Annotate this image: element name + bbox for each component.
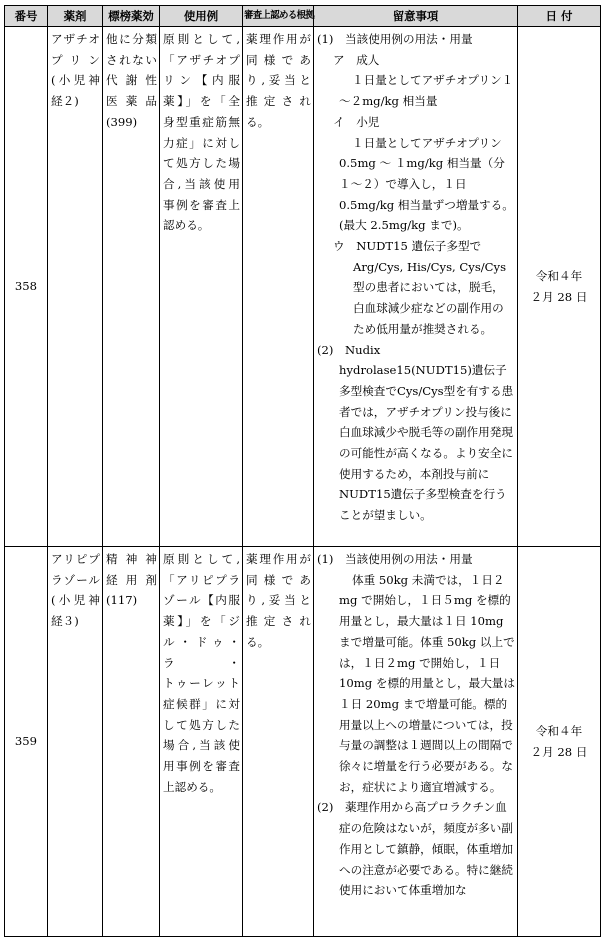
date-cell: [518, 547, 601, 937]
row-number: 358: [5, 27, 48, 547]
drug-name-line: 経３): [51, 614, 79, 629]
usage-line: 薬】」を「全: [163, 94, 240, 109]
usage-line: 「アザチオプ: [163, 52, 240, 67]
usage-line: 用事例を審査: [163, 759, 240, 774]
notes-dosage-body: 体重 50kg 未満では，１日２mg で開始し，１日５mg を標的用量とし，最大量は１日 10mg まで増量可能。体重 50kg 以上では，１日２mg で開始し，１日 10mg を標的用量とし，最大量は１日 20mg まで増量可能。標的用量以上への増量については，投与量の調整は１週間以上の間隔で徐々に増量を行う必要がある。なお，症状により適宜増減する。: [339, 572, 515, 794]
usage-line: トゥーレット: [163, 676, 240, 691]
usage-line: ル・ドゥ・ラ・: [163, 634, 240, 670]
header-drug: 薬剤: [48, 6, 103, 27]
notes-heading-1: (1) 当該使用例の用法・用量: [317, 32, 473, 46]
usage-cell: [160, 547, 243, 937]
usage-line: 「アリピプラ: [163, 572, 240, 587]
usage-line: 力症」に対し: [163, 135, 240, 150]
category-cell: [103, 27, 160, 547]
review-line: 薬理作用が: [246, 552, 311, 566]
notes-adult-dosage: １日量としてアザチオプリン１～２mg/kg 相当量: [339, 73, 514, 109]
review-cell: [243, 547, 314, 937]
review-line: 同様であ: [246, 52, 311, 67]
category-line: (117): [106, 593, 138, 608]
review-cell: [243, 27, 314, 547]
date-line: 令和４年: [535, 723, 583, 738]
date-line: ２月 28 日: [530, 744, 588, 759]
drug-name-line: プリン: [51, 52, 100, 67]
notes-child-dosage: １日量としてアザチオプリン 0.5mg ～ １mg/kg 相当量（分１～２）で導入し，１日 0.5mg/kg 相当量ずつ増量する。(最大 2.5mg/kg まで)。: [339, 135, 514, 233]
usage-line: ゾール【内服: [163, 593, 240, 608]
date-cell: [518, 27, 601, 547]
header-review: 審査上認める根拠: [243, 6, 314, 27]
header-usage: 使用例: [160, 6, 243, 27]
category-line: 代謝性: [106, 73, 157, 88]
notes-heading-2: (2) 薬理作用から高プロラクチン血症の危険はないが，頻度が多い副作用として鎮静，傾眠，体重増加への注意が必要である。特に継続使用において体重増加な: [317, 800, 513, 898]
header-no: 番号: [5, 6, 48, 27]
review-line: り,妥当と: [246, 593, 311, 608]
review-line: る。: [246, 114, 270, 129]
table-row: [5, 547, 601, 937]
header-notes: 留意事項: [314, 6, 518, 27]
category-line: 医薬品: [106, 94, 157, 109]
notes-cell: [314, 27, 518, 547]
usage-line: 原則として,: [163, 552, 240, 566]
notes-child-title: イ 小児: [333, 114, 380, 129]
table-row: [5, 27, 601, 547]
usage-cell: [160, 27, 243, 547]
usage-line: 症候群」に対: [163, 696, 240, 711]
category-line: されない: [106, 52, 157, 67]
review-line: 同様であ: [246, 572, 311, 587]
header-date: 日 付: [518, 6, 601, 27]
review-line: る。: [246, 634, 270, 649]
category-line: 経用剤: [106, 572, 157, 587]
category-cell: [103, 547, 160, 937]
usage-line: 身型重症筋無: [163, 114, 240, 129]
header-row: [5, 6, 601, 27]
date-line: 令和４年: [535, 268, 583, 283]
usage-line: 認める。: [163, 218, 210, 233]
usage-line: 合,当該使用: [163, 176, 240, 191]
drug-name-line: (小児神: [51, 73, 100, 88]
review-line: 推定され: [246, 614, 311, 629]
usage-line: 事例を審査上: [163, 197, 240, 212]
notes-cell: [314, 547, 518, 937]
category-line: (399): [106, 114, 138, 129]
usage-line: 原則として,: [163, 32, 240, 46]
drug-name-line: アリピプ: [51, 552, 100, 566]
review-line: り,妥当と: [246, 73, 311, 88]
category-line: 他に分類: [106, 32, 157, 46]
notes-heading-2: (2) Nudix hydrolase15(NUDT15)遺伝子多型検査でCys/Cys型を有する患者では，アザチオプリン投与後に白血球減少や脱毛等の副作用発現の可能性が高くなる。より安全に使用するため，本剤投与前にNUDT15遺伝子多型検査を行うことが望ましい。: [317, 342, 514, 523]
category-line: 精神神: [106, 552, 157, 566]
usage-line: て処方した場: [163, 156, 240, 171]
row-number: 359: [5, 547, 48, 937]
drug-name-line: アザチオ: [51, 32, 100, 46]
usage-line: リン【内服: [163, 73, 240, 88]
drug-name-cell: [48, 547, 103, 937]
review-line: 薬理作用が: [246, 32, 311, 46]
drug-name-line: ラゾール: [51, 572, 100, 587]
usage-line: して処方した: [163, 717, 240, 732]
drug-name-cell: [48, 27, 103, 547]
header-category: 標榜薬効: [103, 6, 160, 27]
notes-adult-title: ア 成人: [333, 52, 380, 67]
notes-nudt15-caution: ウ NUDT15 遺伝子多型で Arg/Cys, His/Cys, Cys/Cys 型の患者においては，脱毛，白血球減少症などの副作用のため低用量が推奨される。: [333, 239, 507, 336]
notes-heading-1: (1) 当該使用例の用法・用量: [317, 552, 473, 566]
approval-table: [4, 5, 601, 937]
usage-line: 上認める。: [163, 779, 221, 794]
usage-line: 場合,当該使: [163, 738, 240, 753]
drug-name-line: (小児神: [51, 593, 100, 608]
drug-name-line: 経２): [51, 94, 79, 109]
document-page: [4, 5, 600, 937]
usage-line: 薬】」を「ジ: [163, 614, 240, 629]
date-line: ２月 28 日: [530, 289, 588, 304]
review-line: 推定され: [246, 94, 311, 109]
